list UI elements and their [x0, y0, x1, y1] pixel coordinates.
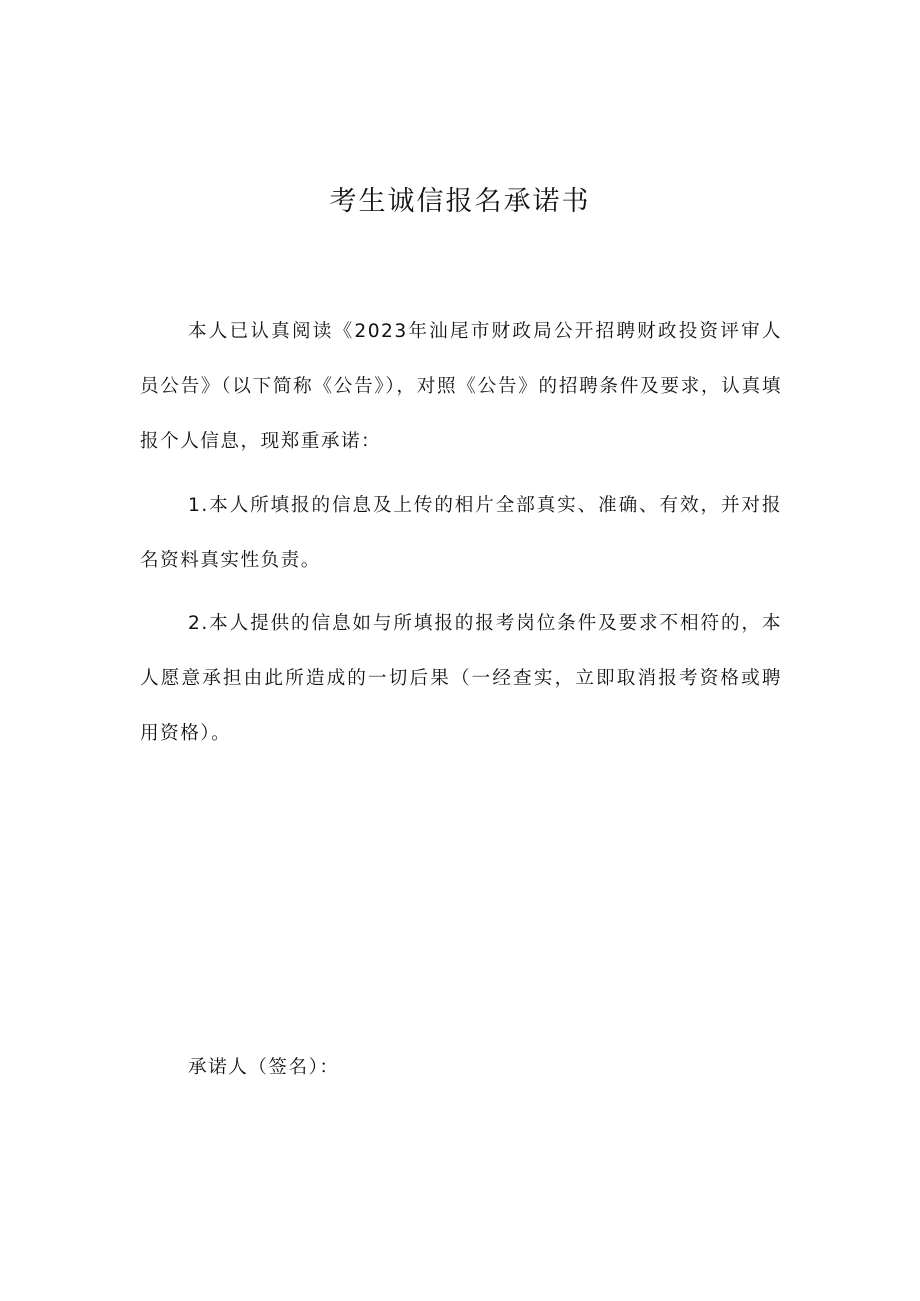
page-title: 考生诚信报名承诺书 — [329, 186, 591, 217]
intro-paragraph: 本人已认真阅读《2023年汕尾市财政局公开招聘财政投资评审人员公告》（以下简称《公告》），对照《公告》的招聘条件及要求，认真填报个人信息，现郑重承诺： — [140, 321, 782, 452]
signature-label: 承诺人（签名）： — [188, 1057, 340, 1078]
commitment-item-1: 1.本人所填报的信息及上传的相片全部真实、准确、有效，并对报名资料真实性负责。 — [140, 495, 782, 571]
commitment-item-2: 2.本人提供的信息如与所填报的报考岗位条件及要求不相符的，本人愿意承担由此所造成的一切后果（一经查实，立即取消报考资格或聘用资格）。 — [140, 613, 782, 744]
